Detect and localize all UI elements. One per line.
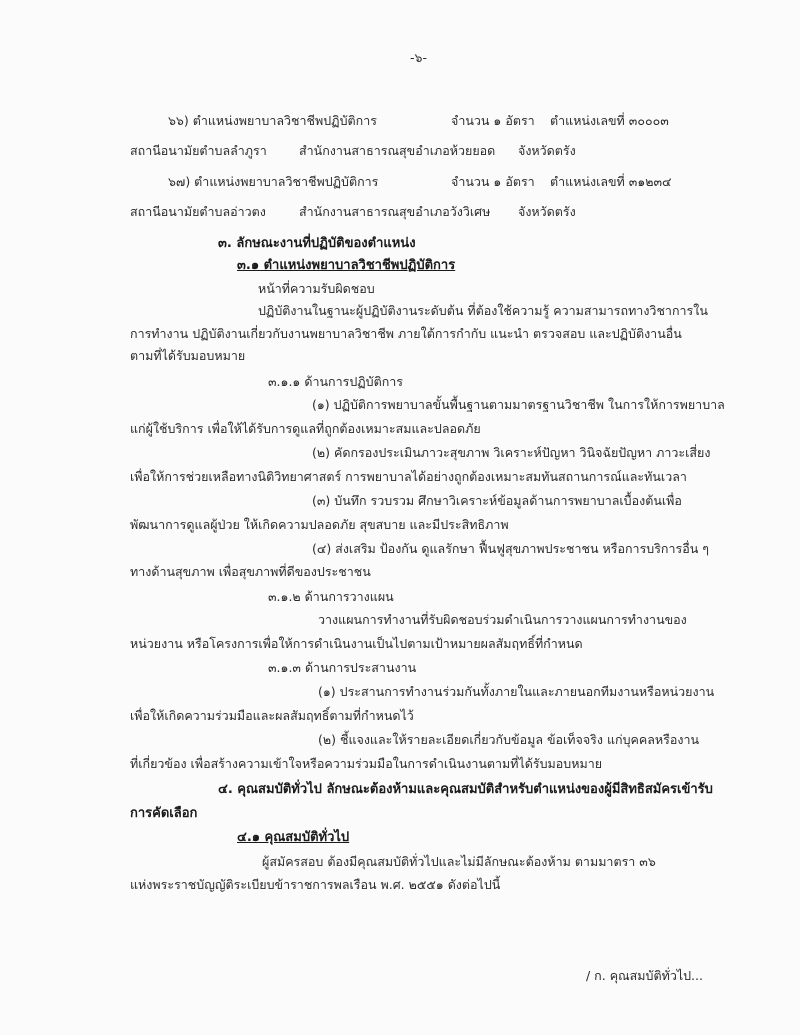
duty-label: หน้าที่ความรับผิดชอบ [258, 281, 375, 296]
position-67-province: จังหวัดตรัง [518, 204, 576, 219]
section-4-1-heading: ๔.๑ คุณสมบัติทั่วไป [237, 830, 350, 845]
coord-line-3: (๒) ชี้แจงและให้รายละเอียดเกี่ยวกับข้อมูล ข้อเท็จจริง แก่บุคคลหรืองาน [318, 732, 700, 747]
ops-line-2: แก่ผู้ใช้บริการ เพื่อให้ได้รับการดูแลที่ถูกต้องเหมาะสมและปลอดภัย [130, 421, 481, 436]
coord-line-1: (๑) ประสานการทำงานร่วมกันทั้งภายในและภายนอกทีมงานหรือหน่วยงาน [318, 684, 715, 699]
position-66-number: ตำแหน่งเลขที่ ๓๐๐๐๓ [550, 113, 669, 128]
position-66-count: จำนวน ๑ อัตรา [451, 113, 535, 128]
position-66-title: ๖๖) ตำแหน่งพยาบาลวิชาชีพปฏิบัติการ [168, 113, 377, 128]
intro-line-3: ตามที่ได้รับมอบหมาย [130, 348, 246, 363]
ops-line-1: (๑) ปฏิบัติการพยาบาลขั้นพื้นฐานตามมาตรฐานวิชาชีพ ในการให้การพยาบาล [312, 397, 725, 412]
ops-line-7: (๔) ส่งเสริม ป้องกัน ดูแลรักษา ฟื้นฟูสุขภาพประชาชน หรือการบริการอื่น ๆ [312, 541, 709, 556]
section-4-1-line-1: ผู้สมัครสอบ ต้องมีคุณสมบัติทั่วไปและไม่มีลักษณะต้องห้าม ตามมาตรา ๓๖ [262, 854, 656, 869]
position-67-title: ๖๗) ตำแหน่งพยาบาลวิชาชีพปฏิบัติการ [168, 174, 379, 189]
position-67-count: จำนวน ๑ อัตรา [451, 174, 535, 189]
section-3-1-heading: ๓.๑ ตำแหน่งพยาบาลวิชาชีพปฏิบัติการ [237, 258, 456, 273]
page-number: -๖- [410, 50, 427, 65]
position-67-office: สำนักงานสาธารณสุขอำเภอวังวิเศษ [299, 204, 491, 219]
intro-line-2: การทำงาน ปฏิบัติงานเกี่ยวกับงานพยาบาลวิชาชีพ ภายใต้การกำกับ แนะนำ ตรวจสอบ และปฏิบัติงานอื่น [130, 326, 682, 341]
position-67-line [168, 174, 672, 190]
position-66-location [130, 143, 576, 159]
position-67-location [130, 204, 576, 220]
position-66-office: สำนักงานสาธารณสุขอำเภอห้วยยอด [299, 143, 496, 158]
position-66-unit: สถานีอนามัยตำบลลำภูรา [130, 143, 267, 158]
intro-line-1: ปฏิบัติงานในฐานะผู้ปฏิบัติงานระดับต้น ที่ต้องใช้ความรู้ ความสามารถทางวิชาการใน [258, 303, 708, 318]
section-4-heading-line-1: ๔. คุณสมบัติทั่วไป ลักษณะต้องห้ามและคุณสมบัติสำหรับตำแหน่งของผู้มีสิทธิสมัครเข้ารับ [218, 782, 713, 797]
position-66-line [168, 113, 669, 129]
section-4-heading-line-2: การคัดเลือก [130, 806, 198, 821]
section-3-heading: ๓. ลักษณะงานที่ปฏิบัติของตำแหน่ง [218, 236, 416, 251]
ops-line-4: เพื่อให้การช่วยเหลือทางนิติวิทยาศาสตร์ การพยาบาลได้อย่างถูกต้องเหมาะสมทันสถานการณ์และทันเวลา [130, 469, 687, 484]
position-67-number: ตำแหน่งเลขที่ ๓๑๒๓๔ [550, 174, 672, 189]
plan-line-2: หน่วยงาน หรือโครงการเพื่อให้การดำเนินงานเป็นไปตามเป้าหมายผลสัมฤทธิ์ที่กำหนด [130, 636, 583, 651]
plan-heading: ๓.๑.๒ ด้านการวางแผน [268, 589, 394, 604]
ops-line-5: (๓) บันทึก รวบรวม ศึกษาวิเคราะห์ข้อมูลด้านการพยาบาลเบื้องต้นเพื่อ [312, 493, 682, 508]
coord-heading: ๓.๑.๓ ด้านการประสานงาน [268, 660, 417, 675]
section-4-1-line-2: แห่งพระราชบัญญัติระเบียบข้าราชการพลเรือน พ.ศ. ๒๕๕๑ ดังต่อไปนี้ [130, 877, 501, 892]
footer-continuation: / ก. คุณสมบัติทั่วไป... [586, 968, 703, 983]
ops-line-6: พัฒนาการดูแลผู้ป่วย ให้เกิดความปลอดภัย สุขสบาย และมีประสิทธิภาพ [130, 517, 509, 532]
ops-heading: ๓.๑.๑ ด้านการปฏิบัติการ [268, 374, 403, 389]
coord-line-4: ที่เกี่ยวข้อง เพื่อสร้างความเข้าใจหรือความร่วมมือในการดำเนินงานตามที่ได้รับมอบหมาย [130, 756, 603, 771]
plan-line-1: วางแผนการทำงานที่รับผิดชอบร่วมดำเนินการวางแผนการทำงานของ [318, 612, 687, 627]
position-67-unit: สถานีอนามัยตำบลอ่าวตง [130, 204, 266, 219]
ops-line-3: (๒) คัดกรองประเมินภาวะสุขภาพ วิเคราะห์ปัญหา วินิจฉัยปัญหา ภาวะเสี่ยง [312, 445, 711, 460]
coord-line-2: เพื่อให้เกิดความร่วมมือและผลสัมฤทธิ์ตามที่กำหนดไว้ [130, 708, 414, 723]
position-66-province: จังหวัดตรัง [518, 143, 576, 158]
ops-line-8: ทางด้านสุขภาพ เพื่อสุขภาพที่ดีของประชาชน [130, 564, 371, 579]
